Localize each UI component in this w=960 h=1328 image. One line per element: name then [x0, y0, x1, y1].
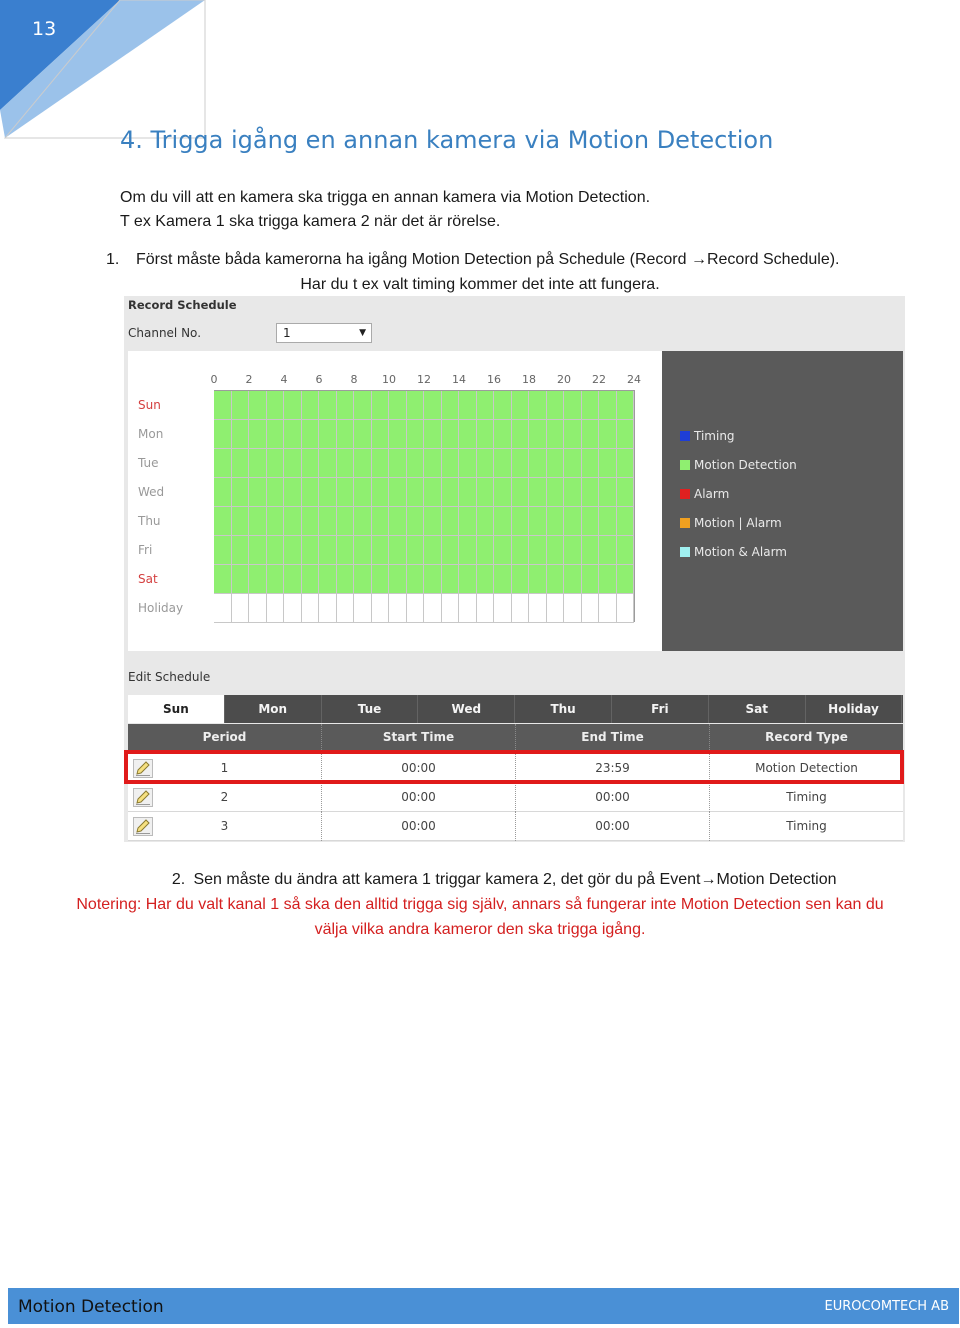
schedule-cell[interactable] [214, 478, 232, 507]
day-label: Thu [138, 514, 161, 528]
schedule-cell[interactable] [477, 594, 495, 623]
schedule-cell[interactable] [354, 420, 372, 449]
schedule-cell[interactable] [459, 594, 477, 623]
schedule-cell[interactable] [284, 391, 302, 420]
schedule-cell[interactable] [494, 449, 512, 478]
schedule-cell[interactable] [582, 565, 600, 594]
schedule-cell[interactable] [354, 449, 372, 478]
schedule-cell[interactable] [512, 478, 530, 507]
schedule-cell[interactable] [389, 594, 407, 623]
period-cell: 3 [128, 812, 322, 841]
schedule-cell[interactable] [599, 507, 617, 536]
schedule-cell[interactable] [617, 391, 635, 420]
schedule-cell[interactable] [232, 391, 250, 420]
schedule-grid-area [128, 351, 662, 651]
schedule-cell[interactable] [582, 478, 600, 507]
schedule-cell[interactable] [529, 391, 547, 420]
schedule-cell[interactable] [494, 507, 512, 536]
intro-text [120, 186, 650, 234]
page-number: 13 [32, 18, 57, 40]
schedule-cell[interactable] [337, 565, 355, 594]
legend-label: Timing [694, 429, 735, 443]
schedule-cell[interactable] [442, 478, 460, 507]
schedule-cell[interactable] [407, 565, 425, 594]
schedule-cell[interactable] [512, 449, 530, 478]
legend [662, 351, 903, 651]
schedule-cell[interactable] [337, 536, 355, 565]
channel-select[interactable] [276, 323, 372, 343]
schedule-cell[interactable] [547, 449, 565, 478]
schedule-cell[interactable] [442, 536, 460, 565]
note-line-1: Notering: Har du valt kanal 1 så ska den alltid trigga sig själv, annars så fungerar inte Motion Detection sen kan du [76, 896, 884, 913]
day-label: Tue [138, 456, 159, 470]
schedule-cell[interactable] [564, 536, 582, 565]
schedule-cell[interactable] [284, 478, 302, 507]
schedule-cell[interactable] [617, 420, 635, 449]
schedule-cell[interactable] [337, 420, 355, 449]
hour-label: 22 [592, 373, 606, 386]
schedule-cell[interactable] [284, 536, 302, 565]
schedule-cell[interactable] [529, 420, 547, 449]
footer [8, 1288, 959, 1324]
schedule-cell[interactable] [529, 536, 547, 565]
schedule-table-header [128, 724, 903, 750]
legend-item [680, 429, 735, 443]
schedule-cell[interactable] [494, 536, 512, 565]
schedule-cell[interactable] [284, 507, 302, 536]
legend-item [680, 516, 782, 530]
schedule-cell[interactable] [529, 507, 547, 536]
hour-label: 8 [350, 373, 358, 386]
schedule-cell[interactable] [477, 420, 495, 449]
start-time-cell[interactable]: 00:00 [322, 812, 516, 841]
schedule-cell[interactable] [547, 420, 565, 449]
schedule-cell[interactable] [389, 565, 407, 594]
schedule-cell[interactable] [302, 449, 320, 478]
schedule-cell[interactable] [494, 420, 512, 449]
schedule-cell[interactable] [284, 420, 302, 449]
tab-wed[interactable]: Wed [418, 695, 515, 723]
schedule-cell[interactable] [214, 536, 232, 565]
schedule-cell[interactable] [617, 478, 635, 507]
schedule-cell[interactable] [232, 449, 250, 478]
schedule-cell[interactable] [372, 565, 390, 594]
column-record-type: Record Type [765, 730, 848, 744]
schedule-cell[interactable] [214, 449, 232, 478]
step-1-text: Först måste båda kamerorna ha igång Motion Detection på Schedule (Record [136, 251, 691, 268]
column-start-time: Start Time [322, 724, 516, 750]
schedule-cell[interactable] [337, 391, 355, 420]
schedule-cell[interactable] [407, 478, 425, 507]
schedule-cell[interactable] [372, 594, 390, 623]
legend-label: Motion Detection [694, 458, 797, 472]
period-cell: 1 [128, 754, 322, 783]
step-2-number: 2. [171, 871, 186, 888]
schedule-cell[interactable] [599, 420, 617, 449]
end-time-cell[interactable]: 23:59 [516, 754, 710, 783]
schedule-cell[interactable] [302, 536, 320, 565]
schedule-cell[interactable] [512, 536, 530, 565]
schedule-cell[interactable] [529, 449, 547, 478]
start-time-cell[interactable]: 00:00 [322, 783, 516, 812]
schedule-cell[interactable] [564, 594, 582, 623]
schedule-cell[interactable] [389, 507, 407, 536]
schedule-cell[interactable] [459, 565, 477, 594]
schedule-cell[interactable] [442, 420, 460, 449]
schedule-cell[interactable] [582, 391, 600, 420]
schedule-cell[interactable] [284, 594, 302, 623]
legend-label: Motion | Alarm [694, 516, 782, 530]
day-label: Mon [138, 427, 164, 441]
schedule-cell[interactable] [459, 420, 477, 449]
schedule-cell[interactable] [564, 565, 582, 594]
schedule-cell[interactable] [617, 507, 635, 536]
schedule-cell[interactable] [284, 565, 302, 594]
schedule-cell[interactable] [267, 536, 285, 565]
schedule-cell[interactable] [337, 449, 355, 478]
schedule-cell[interactable] [424, 565, 442, 594]
schedule-cell[interactable] [249, 391, 267, 420]
schedule-cell[interactable] [319, 536, 337, 565]
schedule-cell[interactable] [372, 536, 390, 565]
schedule-cell[interactable] [547, 478, 565, 507]
step-1 [106, 247, 839, 272]
hour-label: 12 [417, 373, 431, 386]
schedule-cell[interactable] [232, 478, 250, 507]
schedule-cell[interactable] [442, 594, 460, 623]
schedule-cell[interactable] [547, 536, 565, 565]
schedule-cell[interactable] [459, 507, 477, 536]
schedule-cell[interactable] [582, 507, 600, 536]
day-label: Wed [138, 485, 165, 499]
legend-item [680, 545, 787, 559]
hour-label: 6 [315, 373, 323, 386]
schedule-cell[interactable] [319, 594, 337, 623]
legend-item [680, 458, 797, 472]
schedule-cell[interactable] [477, 536, 495, 565]
column-end-time: End Time [516, 724, 710, 750]
schedule-cell[interactable] [389, 478, 407, 507]
schedule-cell[interactable] [407, 420, 425, 449]
schedule-cell[interactable] [354, 507, 372, 536]
schedule-cell[interactable] [424, 391, 442, 420]
schedule-cell[interactable] [319, 449, 337, 478]
schedule-cell[interactable] [214, 565, 232, 594]
step-2-text-end: Motion Detection [716, 871, 837, 888]
schedule-cell[interactable] [512, 565, 530, 594]
schedule-cell[interactable] [354, 565, 372, 594]
note [0, 892, 960, 942]
schedule-cell[interactable] [214, 391, 232, 420]
schedule-cell[interactable] [319, 391, 337, 420]
legend-label: Motion & Alarm [694, 545, 787, 559]
note-line-2: välja vilka andra kameror den ska trigga igång. [314, 921, 646, 938]
schedule-cell[interactable] [302, 507, 320, 536]
schedule-cell[interactable] [302, 478, 320, 507]
schedule-cell[interactable] [547, 391, 565, 420]
tab-fri[interactable]: Fri [612, 695, 709, 723]
step-1-continuation: Har du t ex valt timing kommer det inte att fungera. [300, 276, 660, 293]
table-row [128, 812, 903, 841]
schedule-cell[interactable] [477, 449, 495, 478]
schedule-cell[interactable] [442, 449, 460, 478]
hour-label: 20 [557, 373, 571, 386]
schedule-cell[interactable] [494, 391, 512, 420]
table-row [128, 754, 903, 783]
schedule-cell[interactable] [302, 594, 320, 623]
schedule-cell[interactable] [267, 565, 285, 594]
footer-company: EUROCOMTECH AB [824, 1299, 949, 1314]
legend-item [680, 487, 729, 501]
record-schedule-title: Record Schedule [128, 298, 237, 312]
channel-value: 1 [283, 326, 291, 340]
record-type-cell[interactable]: Motion Detection [755, 761, 858, 775]
schedule-cell[interactable] [459, 536, 477, 565]
tab-tue[interactable]: Tue [322, 695, 419, 723]
schedule-cell[interactable] [267, 507, 285, 536]
schedule-cell[interactable] [372, 391, 390, 420]
schedule-cell[interactable] [407, 536, 425, 565]
hour-label: 10 [382, 373, 396, 386]
schedule-cell[interactable] [267, 420, 285, 449]
legend-swatch [680, 460, 690, 470]
schedule-cell[interactable] [267, 391, 285, 420]
day-label: Holiday [138, 601, 184, 615]
arrow-icon: → [700, 871, 717, 888]
schedule-cell[interactable] [214, 594, 232, 623]
table-row [128, 783, 903, 812]
schedule-cell[interactable] [249, 478, 267, 507]
tab-sun[interactable]: Sun [128, 695, 225, 723]
schedule-cell[interactable] [407, 507, 425, 536]
step-1-number: 1. [106, 251, 120, 268]
schedule-cell[interactable] [232, 536, 250, 565]
end-time-cell[interactable]: 00:00 [516, 812, 710, 841]
schedule-cell[interactable] [232, 420, 250, 449]
schedule-cell[interactable] [337, 478, 355, 507]
schedule-cell[interactable] [459, 391, 477, 420]
schedule-cell[interactable] [442, 391, 460, 420]
schedule-cell[interactable] [617, 536, 635, 565]
schedule-cell[interactable] [512, 594, 530, 623]
tab-sat[interactable]: Sat [709, 695, 806, 723]
schedule-cell[interactable] [582, 594, 600, 623]
schedule-cell[interactable] [249, 507, 267, 536]
record-schedule-screenshot [124, 296, 905, 842]
schedule-cell[interactable] [442, 565, 460, 594]
schedule-cell[interactable] [477, 565, 495, 594]
schedule-cell[interactable] [372, 449, 390, 478]
schedule-cell[interactable] [249, 449, 267, 478]
day-tabs [128, 695, 903, 723]
legend-swatch [680, 547, 690, 557]
schedule-cell[interactable] [319, 507, 337, 536]
legend-swatch [680, 518, 690, 528]
schedule-cell[interactable] [407, 449, 425, 478]
schedule-cell[interactable] [232, 594, 250, 623]
schedule-cell[interactable] [459, 478, 477, 507]
step-2 [0, 867, 960, 892]
schedule-cell[interactable] [617, 565, 635, 594]
hour-label: 18 [522, 373, 536, 386]
schedule-cell[interactable] [337, 507, 355, 536]
intro-line-1: Om du vill att en kamera ska trigga en annan kamera via Motion Detection. [120, 189, 651, 206]
legend-swatch [680, 489, 690, 499]
hour-label: 14 [452, 373, 466, 386]
channel-label: Channel No. [128, 326, 202, 340]
schedule-cell[interactable] [494, 594, 512, 623]
schedule-cell[interactable] [477, 391, 495, 420]
schedule-cell[interactable] [302, 391, 320, 420]
schedule-cell[interactable] [249, 565, 267, 594]
schedule-cell[interactable] [442, 507, 460, 536]
schedule-cell[interactable] [512, 391, 530, 420]
schedule-cell[interactable] [599, 594, 617, 623]
schedule-cell[interactable] [599, 565, 617, 594]
schedule-cell[interactable] [459, 449, 477, 478]
schedule-cell[interactable] [319, 420, 337, 449]
schedule-cell[interactable] [337, 594, 355, 623]
schedule-cell[interactable] [302, 420, 320, 449]
day-label: Sun [138, 398, 161, 412]
schedule-cell[interactable] [599, 391, 617, 420]
schedule-cell[interactable] [529, 565, 547, 594]
schedule-cell[interactable] [424, 449, 442, 478]
tab-holiday[interactable]: Holiday [806, 695, 903, 723]
chevron-down-icon: ▼ [359, 328, 366, 338]
hour-label: 2 [245, 373, 253, 386]
schedule-cell[interactable] [267, 594, 285, 623]
schedule-cell[interactable] [424, 594, 442, 623]
schedule-cell[interactable] [617, 449, 635, 478]
tab-mon[interactable]: Mon [225, 695, 322, 723]
record-type-cell[interactable]: Timing [786, 819, 827, 833]
arrow-icon: → [690, 251, 707, 268]
schedule-cell[interactable] [564, 449, 582, 478]
schedule-cell[interactable] [582, 420, 600, 449]
schedule-cell[interactable] [354, 478, 372, 507]
schedule-cell[interactable] [424, 420, 442, 449]
schedule-cell[interactable] [389, 449, 407, 478]
schedule-cell[interactable] [319, 565, 337, 594]
schedule-cell[interactable] [599, 478, 617, 507]
schedule-cell[interactable] [284, 449, 302, 478]
hour-label: 0 [210, 373, 218, 386]
schedule-cell[interactable] [407, 594, 425, 623]
schedule-cell[interactable] [372, 420, 390, 449]
schedule-cell[interactable] [599, 536, 617, 565]
schedule-cell[interactable] [389, 536, 407, 565]
schedule-cell[interactable] [407, 391, 425, 420]
schedule-cell[interactable] [424, 536, 442, 565]
schedule-cell[interactable] [372, 507, 390, 536]
schedule-cell[interactable] [354, 536, 372, 565]
schedule-cell[interactable] [214, 420, 232, 449]
schedule-cell[interactable] [232, 507, 250, 536]
schedule-cell[interactable] [582, 449, 600, 478]
schedule-cell[interactable] [494, 565, 512, 594]
schedule-cell[interactable] [477, 478, 495, 507]
schedule-cell[interactable] [267, 449, 285, 478]
schedule-cell[interactable] [372, 478, 390, 507]
schedule-cell[interactable] [477, 507, 495, 536]
section-heading: 4. Trigga igång en annan kamera via Motion Detection [120, 126, 774, 154]
schedule-cell[interactable] [319, 478, 337, 507]
tab-thu[interactable]: Thu [515, 695, 612, 723]
schedule-cell[interactable] [512, 507, 530, 536]
schedule-cell[interactable] [302, 565, 320, 594]
schedule-cell[interactable] [249, 420, 267, 449]
schedule-cell[interactable] [389, 391, 407, 420]
schedule-cell[interactable] [354, 391, 372, 420]
schedule-cell[interactable] [599, 449, 617, 478]
end-time-cell[interactable]: 00:00 [516, 783, 710, 812]
schedule-cell[interactable] [214, 507, 232, 536]
intro-line-2: T ex Kamera 1 ska trigga kamera 2 när det är rörelse. [120, 213, 501, 230]
legend-swatch [680, 431, 690, 441]
schedule-cell[interactable] [529, 594, 547, 623]
period-cell: 2 [128, 783, 322, 812]
schedule-cell[interactable] [494, 478, 512, 507]
schedule-cell[interactable] [389, 420, 407, 449]
day-label: Sat [138, 572, 158, 586]
schedule-cell[interactable] [424, 507, 442, 536]
step-1-text-end: Record Schedule). [706, 251, 840, 268]
column-period: Period [128, 724, 322, 750]
schedule-cell[interactable] [354, 594, 372, 623]
edit-schedule-title: Edit Schedule [128, 670, 211, 684]
start-time-cell[interactable]: 00:00 [322, 754, 516, 783]
schedule-cell[interactable] [564, 391, 582, 420]
hour-label: 16 [487, 373, 501, 386]
schedule-cell[interactable] [547, 565, 565, 594]
schedule-cell[interactable] [547, 507, 565, 536]
schedule-cell[interactable] [529, 478, 547, 507]
schedule-cell[interactable] [564, 420, 582, 449]
schedule-cell[interactable] [564, 507, 582, 536]
schedule-cell[interactable] [582, 536, 600, 565]
schedule-cell[interactable] [267, 478, 285, 507]
day-label: Fri [138, 543, 153, 557]
record-type-cell[interactable]: Timing [786, 790, 827, 804]
footer-title: Motion Detection [18, 1297, 164, 1317]
step-2-text: Sen måste du ändra att kamera 1 triggar kamera 2, det gör du på Event [193, 871, 701, 888]
schedule-cell[interactable] [617, 594, 635, 623]
schedule-cell[interactable] [232, 565, 250, 594]
hour-label: 24 [627, 373, 641, 386]
schedule-cell[interactable] [249, 536, 267, 565]
hour-label: 4 [280, 373, 288, 386]
schedule-cell[interactable] [249, 594, 267, 623]
schedule-cell[interactable] [424, 478, 442, 507]
legend-label: Alarm [694, 487, 730, 501]
schedule-cell[interactable] [547, 594, 565, 623]
schedule-cell[interactable] [512, 420, 530, 449]
schedule-cell[interactable] [564, 478, 582, 507]
